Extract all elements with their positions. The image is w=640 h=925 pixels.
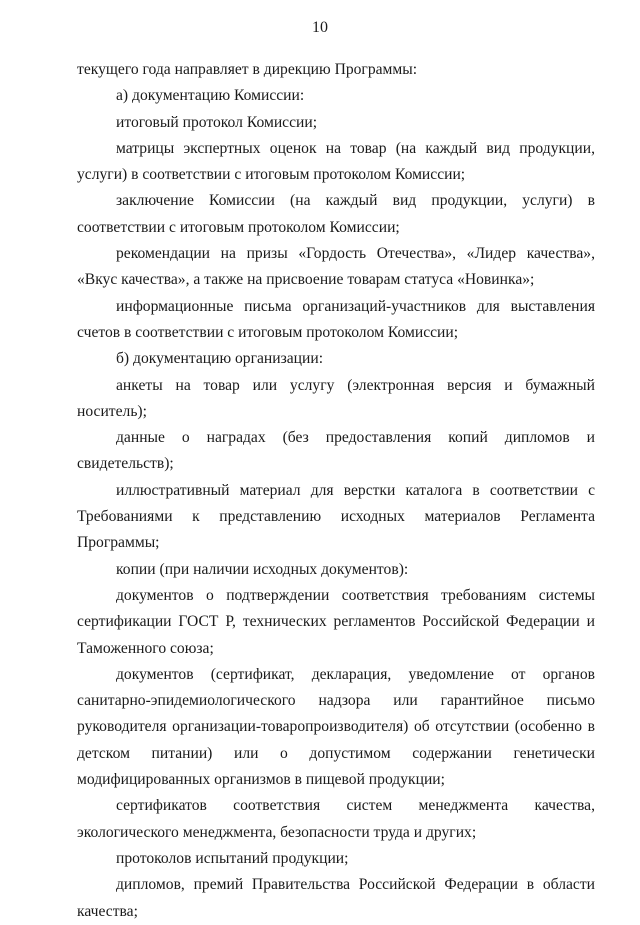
paragraph-commission-docs-heading: а) документацию Комиссии: [116, 87, 305, 105]
paragraph-organization-docs-heading: б) документацию организации: [116, 350, 324, 368]
paragraph-awards-data: данные о наградах (без предоставления копий дипломов и свидетельств); [77, 429, 595, 473]
paragraph-questionnaires: анкеты на товар или услугу (электронная версия и бумажный носитель); [77, 376, 595, 420]
paragraph-copies-heading: копии (при наличии исходных документов): [116, 560, 409, 578]
paragraph-government-awards: дипломов, премий Правительства Российской Федерации в области качества; [77, 876, 595, 920]
paragraph-illustrative-material: иллюстративный материал для верстки каталога в соответствии с Требованиями к представлению исходных материалов Регламента Программы; [77, 481, 595, 552]
paragraph-commission-conclusion: заключение Комиссии (на каждый вид продукции, услуги) в соответствии с итоговым протоколом Комиссии; [77, 192, 595, 236]
paragraph-test-protocols: протоколов испытаний продукции; [116, 849, 349, 867]
paragraph-final-protocol: итоговый протокол Комиссии; [116, 113, 318, 131]
paragraph-expert-matrices: матрицы экспертных оценок на товар (на каждый вид продукции, услуги) в соответствии с итоговым протоколом Комиссии; [77, 139, 595, 184]
paragraph-info-letters: информационные письма организаций-участников для выставления счетов в соответствии с итоговым протоколом Комиссии; [77, 297, 595, 341]
document-body [77, 57, 595, 925]
paragraph-management-certificates: сертификатов соответствия систем менеджмента качества, экологического менеджмента, безопасности труда и других; [77, 797, 595, 841]
paragraph-gmo-documents: документов (сертификат, декларация, уведомление от органов санитарно-эпидемиологического надзора или гарантийное письмо руководителя организации-товаропроизводителя) об отсутствии (особенно в детском питании) или о допустимом содержании генетически модифицированных организмов в пищевой продукции; [77, 665, 595, 789]
paragraph-prize-recommendations: рекомендации на призы «Гордость Отечества», «Лидер качества», «Вкус качества», а также на присвоение товарам статуса «Новинка»; [77, 245, 595, 289]
paragraph-conformity-documents: документов о подтверждении соответствия требованиям системы сертификации ГОСТ Р, технических регламентов Российской Федерации и Таможенного союза; [77, 586, 595, 657]
paragraph-continuation: текущего года направляет в дирекцию Программы: [77, 61, 418, 78]
page-number: 10 [312, 19, 328, 36]
